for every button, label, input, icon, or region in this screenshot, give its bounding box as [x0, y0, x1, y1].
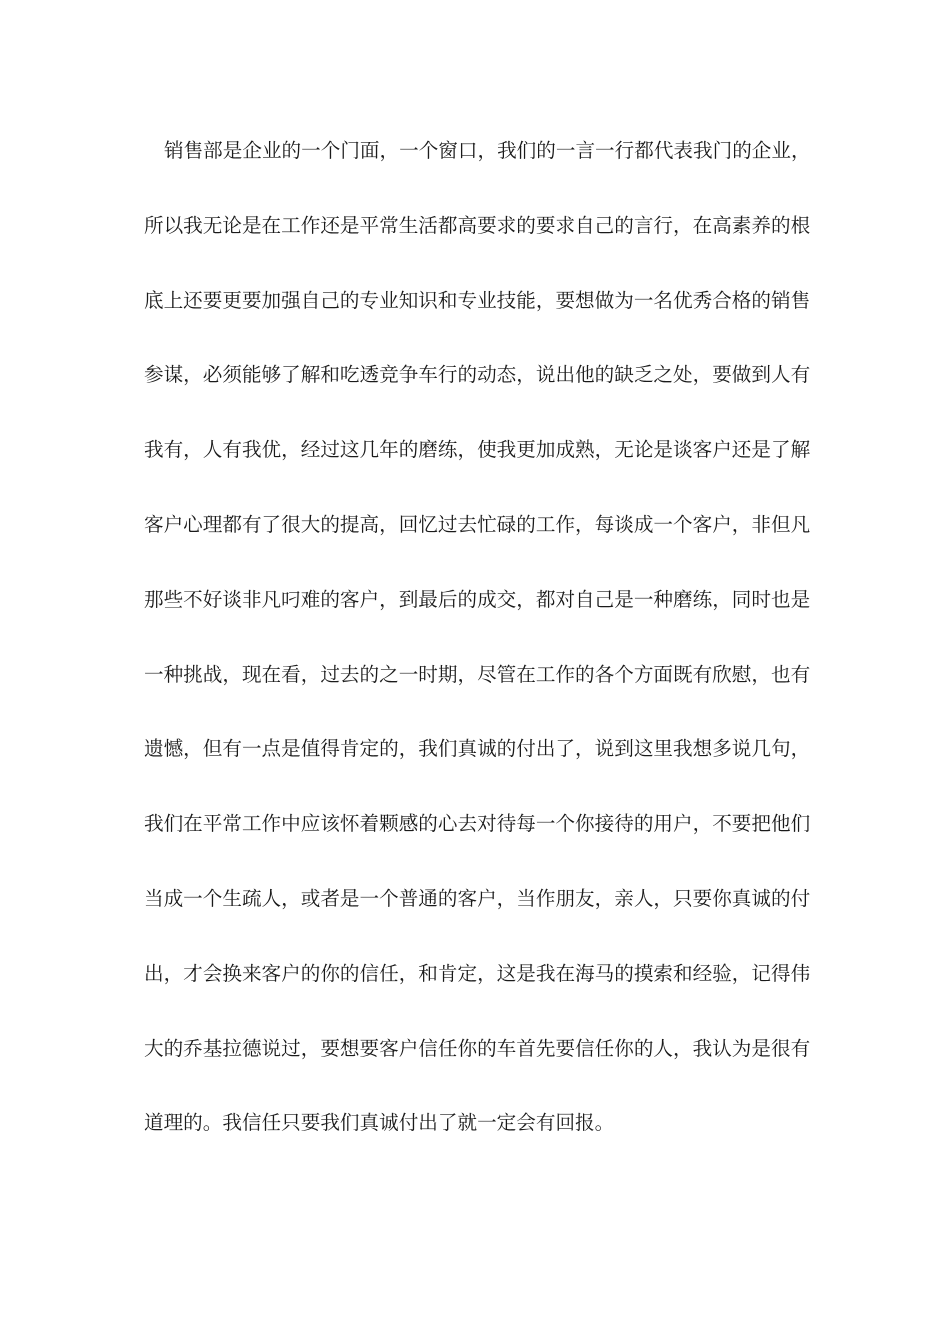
paragraph-line: 销售部是企业的一个门面，一个窗口，我们的一言一行都代表我门的企业，: [164, 139, 811, 162]
paragraph-line: 出，才会换来客户的你的信任，和肯定，这是我在海马的摸索和经验，记得伟: [144, 961, 811, 985]
paragraph-line: 底上还要更要加强自己的专业知识和专业技能，要想做为一名优秀合格的销售: [144, 288, 811, 312]
paragraph-line: 我有，人有我优，经过这几年的磨练，使我更加成熟，无论是谈客户还是了解: [144, 438, 811, 462]
document-paragraph: [144, 132, 811, 1179]
paragraph-line: 遗憾，但有一点是值得肯定的，我们真诚的付出了，说到这里我想多说几句，: [144, 737, 811, 761]
paragraph-line: 大的乔基拉德说过，要想要客户信任你的车首先要信任你的人，我认为是很有: [144, 1036, 811, 1060]
paragraph-line: 道理的。我信任只要我们真诚付出了就一定会有回报。: [144, 1111, 615, 1135]
paragraph-line: 客户心理都有了很大的提高，回忆过去忙碌的工作，每谈成一个客户，非但凡: [144, 512, 811, 536]
paragraph-line: 那些不好谈非凡叼难的客户，到最后的成交，都对自己是一种磨练，同时也是: [144, 587, 811, 611]
paragraph-line: 当成一个生疏人，或者是一个普通的客户，当作朋友，亲人，只要你真诚的付: [144, 886, 811, 910]
paragraph-line: 一种挑战，现在看，过去的之一时期，尽管在工作的各个方面既有欣慰，也有: [144, 662, 811, 686]
paragraph-line: 我们在平常工作中应该怀着颗感的心去对待每一个你接待的用户，不要把他们: [144, 812, 811, 836]
paragraph-line: 参谋，必须能够了解和吃透竞争车行的动态，说出他的缺乏之处，要做到人有: [144, 363, 811, 387]
paragraph-line: 所以我无论是在工作还是平常生活都高要求的要求自己的言行，在高素养的根: [144, 213, 811, 237]
